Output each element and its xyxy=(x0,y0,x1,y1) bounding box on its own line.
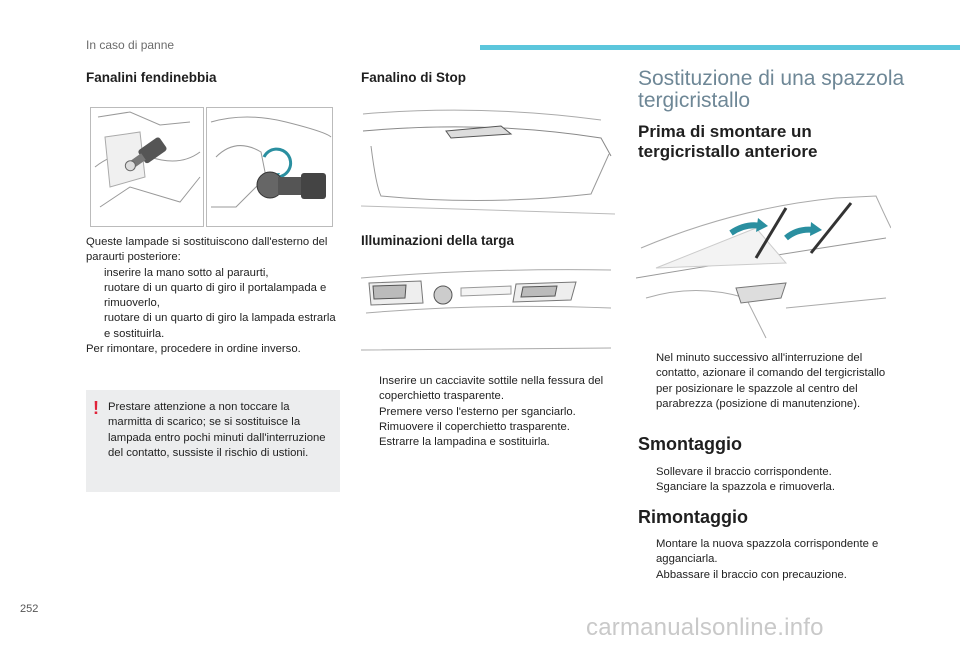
fog-lamps-outro: Per rimontare, procedere in ordine inverso. xyxy=(86,343,301,356)
removal-instructions xyxy=(638,465,888,496)
warning-exclamation-icon: ! xyxy=(93,398,99,418)
list-item: Abbassare il braccio con precauzione. xyxy=(656,568,847,581)
before-removal-subtitle: Prima di smontare un tergicristallo anteriore xyxy=(638,122,818,161)
section-header: In caso di panne xyxy=(86,38,175,52)
page-number: 252 xyxy=(20,603,39,615)
list-item: Inserire un cacciavite sottile nella fessura del coperchietto trasparente. xyxy=(379,375,604,403)
plate-light-instructions xyxy=(361,374,611,450)
list-item: inserire la mano sotto al paraurti, xyxy=(104,266,269,279)
brake-light-figure xyxy=(361,106,615,218)
wiper-prep-steps xyxy=(638,351,888,412)
warning-text: Prestare attenzione a non toccare la marmitta di scarico; se si sostituisce la lampada entro pochi minuti dall'interruzione del contatto, sussiste il rischio di ustioni. xyxy=(108,401,326,459)
plate-light-steps xyxy=(361,374,611,450)
refit-steps xyxy=(638,537,888,583)
fog-lamps-title: Fanalini fendinebbia xyxy=(86,70,217,85)
list-item: Estrarre la lampadina e sostituirla. xyxy=(379,436,550,449)
wiper-figure xyxy=(636,188,891,343)
list-item: Premere verso l'esterno per sganciarlo. xyxy=(379,405,576,418)
list-item: ruotare di un quarto di giro il portalampada e rimuoverlo, xyxy=(104,281,327,310)
list-item: Rimuovere il coperchietto trasparente. xyxy=(379,420,570,433)
removal-title: Smontaggio xyxy=(638,434,742,454)
fog-lamp-figure-1 xyxy=(90,107,204,227)
list-item: ruotare di un quarto di giro la lampada estrarla e sostituirla. xyxy=(104,312,336,340)
fog-lamps-steps xyxy=(86,266,341,342)
plate-light-figure xyxy=(361,258,615,356)
plate-light-title: Illuminazioni della targa xyxy=(361,233,515,248)
list-item: Montare la nuova spazzola corrispondente e agganciarla. xyxy=(656,538,879,566)
refit-title: Rimontaggio xyxy=(638,507,748,527)
fog-lamp-figure-2 xyxy=(206,107,333,227)
list-item: Nel minuto successivo all'interruzione del contatto, azionare il comando del tergicristallo per posizionare le spazzole al centro del parabrezza (posizione di manutenzione). xyxy=(656,352,886,410)
wiper-replacement-title: Sostituzione di una spazzola tergicristallo xyxy=(638,67,905,112)
brake-light-title: Fanalino di Stop xyxy=(361,70,466,85)
header-accent-bar xyxy=(480,45,960,50)
fog-lamps-intro: Queste lampade si sostituiscono dall'esterno del paraurti posteriore: xyxy=(86,236,328,264)
fog-lamps-instructions xyxy=(86,235,341,357)
refit-instructions xyxy=(638,537,888,583)
list-item: Sganciare la spazzola e rimuoverla. xyxy=(656,481,835,494)
list-item: Sollevare il braccio corrispondente. xyxy=(656,466,832,478)
removal-steps xyxy=(638,465,888,496)
wiper-prep-instructions xyxy=(638,351,888,412)
site-watermark[interactable]: carmanualsonline.info xyxy=(586,614,824,641)
